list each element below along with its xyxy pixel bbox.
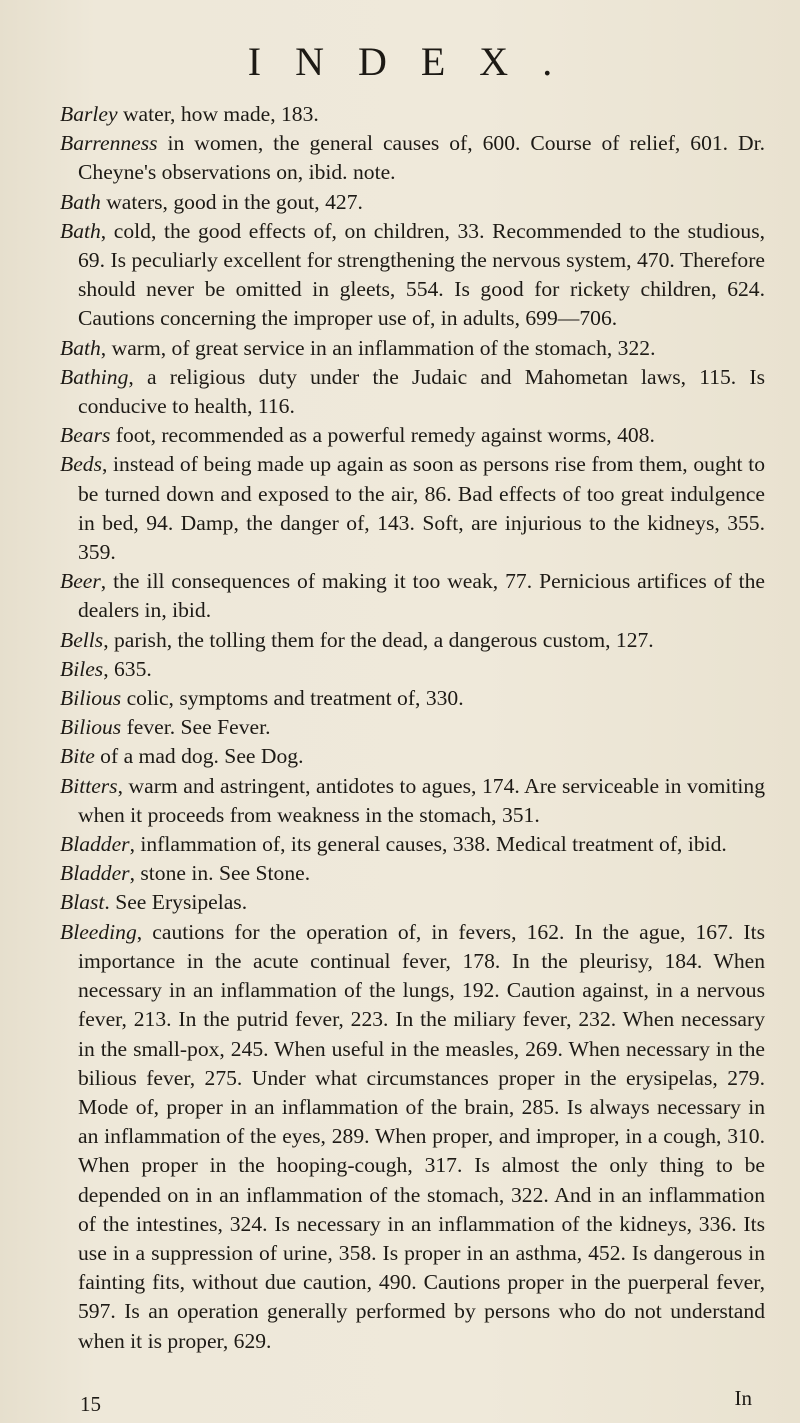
entry-text: of a mad dog. See Dog.: [94, 744, 304, 769]
index-entry: [60, 888, 765, 917]
index-entry: [60, 830, 765, 859]
index-entry: [60, 129, 765, 187]
entry-keyword: Bite: [60, 744, 95, 769]
entry-text: , stone in. See Stone.: [129, 861, 311, 886]
entry-text: , cold, the good effects of, on children, 33. Recommended to the studious, 69. Is peculiarly excellent for strengthening the nervous system, 470. Therefore should never be omitted in gleets, 554. Is good for rickety children, 624. Cautions concerning the improper use of, in adults, 699—706.: [78, 218, 765, 331]
entry-text: , warm, of great service in an inflammation of the stomach, 322.: [100, 335, 656, 360]
entry-keyword: Bath: [60, 218, 101, 243]
index-entry: [60, 772, 765, 830]
entry-keyword: Barrenness: [60, 131, 158, 156]
index-entry: [60, 450, 765, 567]
entry-text: , instead of being made up again as soon as persons rise from them, ought to be turned down and exposed to the air, 86. Bad effects of too great indulgence in bed, 94. Damp, the danger of, 143. Soft, are injurious to the kidneys, 355. 359.: [78, 452, 765, 565]
entry-keyword: Bilious: [60, 686, 122, 711]
index-entry: [60, 655, 765, 684]
entry-keyword: Bears: [60, 423, 111, 448]
entry-keyword: Bladder: [60, 861, 130, 886]
signature-mark: 15: [80, 1392, 101, 1416]
catchword: In: [734, 1386, 752, 1410]
entry-keyword: Bath: [60, 189, 101, 214]
index-entry: [60, 188, 765, 217]
entry-keyword: Bells: [60, 627, 104, 652]
entry-text: fever. See Fever.: [121, 715, 271, 740]
entry-text: waters, good in the gout, 427.: [100, 189, 363, 214]
entry-text: . See Erysipelas.: [104, 890, 248, 915]
entry-keyword: Biles: [60, 656, 104, 681]
entry-keyword: Bilious: [60, 715, 122, 740]
index-entry: [60, 742, 765, 771]
entry-text: , a religious duty under the Judaic and Mahometan laws, 115. Is conducive to health, 116.: [78, 364, 765, 419]
entry-text: , inflammation of, its general causes, 338. Medical treatment of, ibid.: [129, 832, 727, 857]
entry-text: foot, recommended as a powerful remedy against worms, 408.: [110, 423, 655, 448]
entry-keyword: Beds: [60, 452, 102, 477]
entry-keyword: Bladder: [60, 832, 130, 857]
entry-text: in women, the general causes of, 600. Course of relief, 601. Dr. Cheyne's observations on, ibid. note.: [78, 131, 765, 185]
entry-keyword: Bathing: [60, 364, 129, 389]
index-entry: [60, 859, 765, 888]
entry-keyword: Bleeding: [60, 919, 137, 944]
entry-text: water, how made, 183.: [117, 102, 319, 126]
entry-text: colic, symptoms and treatment of, 330.: [121, 686, 464, 711]
index-entry: [60, 421, 765, 450]
entry-text: , parish, the tolling them for the dead, a dangerous custom, 127.: [103, 627, 654, 652]
index-entry: [60, 100, 765, 129]
index-entry: [60, 918, 765, 1356]
entry-keyword: Blast: [60, 890, 105, 915]
index-text: [60, 100, 765, 1356]
index-entry: [60, 684, 765, 713]
index-entry: [60, 567, 765, 625]
entry-text: , warm and astringent, antidotes to agues, 174. Are serviceable in vomiting when it proceeds from weakness in the stomach, 351.: [78, 773, 765, 827]
entry-keyword: Beer: [60, 569, 101, 594]
index-entry: [60, 217, 765, 334]
entry-text: , 635.: [103, 656, 152, 681]
index-entry: [60, 363, 765, 421]
entry-keyword: Bitters: [60, 773, 118, 798]
index-entry: [60, 626, 765, 655]
entry-keyword: Bath: [60, 335, 101, 360]
index-entry: [60, 713, 765, 742]
index-entry: [60, 334, 765, 363]
page-header: INDEX.: [247, 39, 587, 84]
entry-text: , the ill consequences of making it too weak, 77. Pernicious artifices of the dealers in, ibid.: [78, 569, 765, 623]
entry-keyword: Barley: [60, 102, 118, 126]
entry-text: , cautions for the operation of, in fevers, 162. In the ague, 167. Its importance in the acute continual fever, 178. In the pleurisy, 184. When necessary in an inflammation of the lungs, 192. Caution against, in a nervous fever, 213. In the putrid fever, 223. In the miliary fever, 232. When necessary in the small-pox, 245. When useful in the measles, 269. When necessary in the bilious fever, 275. Under what circumstances proper in the erysipelas, 279. Mode of, proper in an inflammation of the brain, 285. Is always necessary in an inflammation of the eyes, 289. When proper, and improper, in a cough, 310. When proper in the hooping-cough, 317. Is almost the only thing to be depended on in an inflammation of the stomach, 322. And in an inflammation of the intestines, 324. Is necessary in an inflammation of the kidneys, 336. Its use in a suppression of urine, 358. Is proper in an asthma, 452. Is dangerous in fainting fits, without due caution, 490. Cautions proper in the puerperal fever, 597. Is an operation generally performed by persons who do not understand when it is proper, 629.: [78, 919, 765, 1353]
